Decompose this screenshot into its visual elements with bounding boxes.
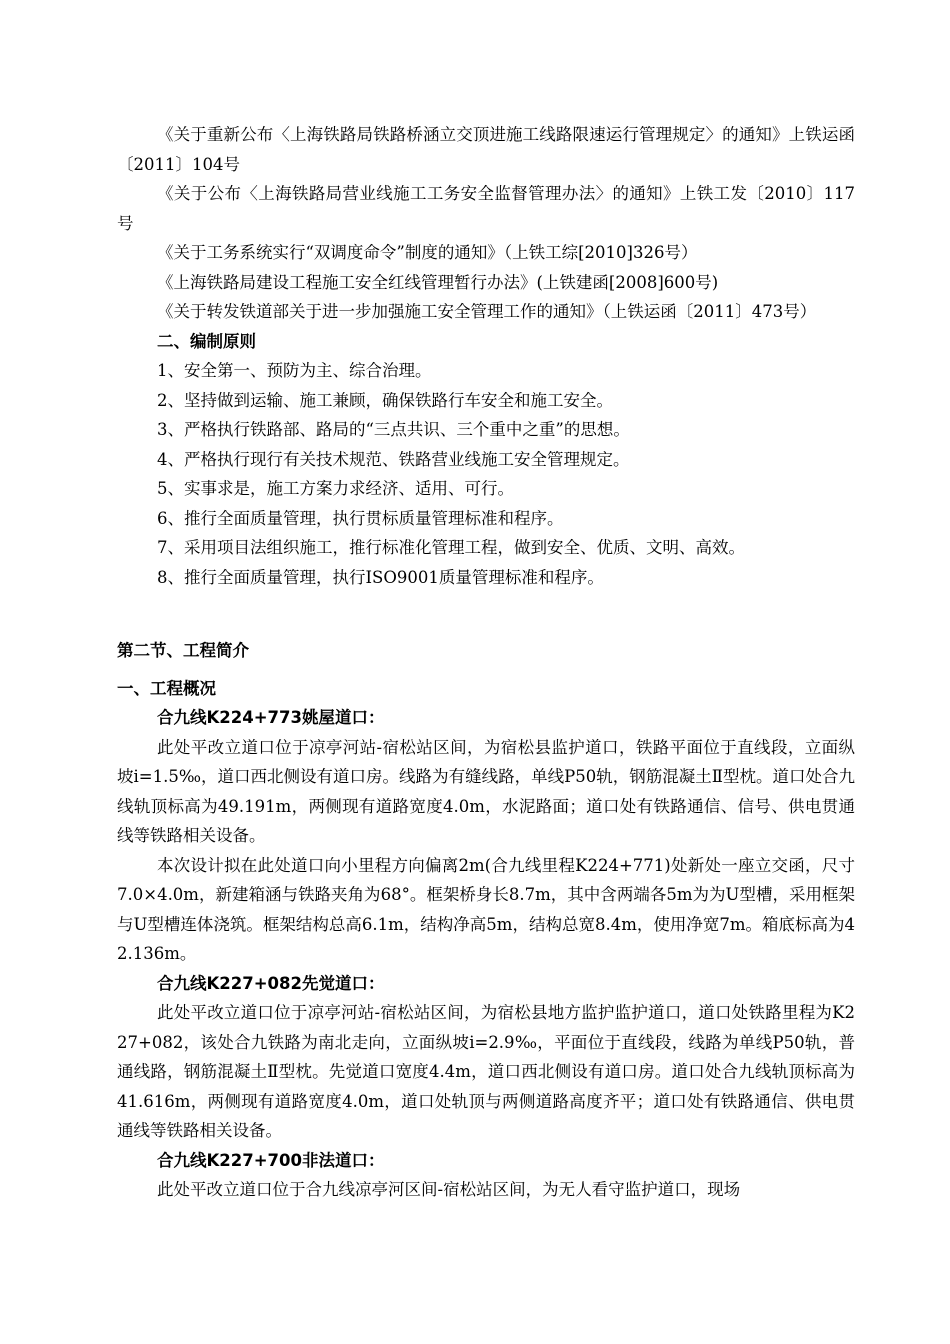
reference-item: 《关于工务系统实行“双调度命令”制度的通知》（上铁工综[2010]326号） [157, 243, 698, 262]
crossing-heading: 合九线K227+700非法道口： [157, 1150, 385, 1170]
title-spacer [117, 666, 855, 674]
principle-item: 7、采用项目法组织施工，推行标准化管理工程，做到安全、优质、文明、高效。 [157, 538, 745, 557]
section-title: 第二节、工程简介 [117, 641, 249, 660]
principle-item: 2、坚持做到运输、施工兼顾，确保铁路行车安全和施工安全。 [157, 390, 613, 410]
crossing-heading: 合九线K224+773姚屋道口： [157, 708, 385, 727]
crossing-paragraph: 此处平改立道口位于凉亭河站-宿松站区间，为宿松县监护道口，铁路平面位于直线段，立面纵坡i=1.5‰，道口西北侧设有道口房。线路为有缝线路，单线P50轨，钢筋混凝土Ⅱ型枕。道口处合九线轨顶标高为49.191m，两侧现有道路宽度4.0m，水泥路面；道口处有铁路通信、信号、供电贯通线等铁路相关设备。 [117, 737, 855, 845]
crossing-heading: 合九线K227+082先觉道口： [157, 973, 385, 993]
principle-item: 6、推行全面质量管理，执行贯标质量管理标准和程序。 [157, 508, 564, 528]
crossing-paragraph: 此处平改立道口位于合九线凉亭河区间-宿松站区间，为无人看守监护道口，现场 [157, 1180, 741, 1199]
principle-item: 1、安全第一、预防为主、综合治理。 [157, 361, 432, 380]
reference-item: 《关于公布〈上海铁路局营业线施工工务安全监督管理办法〉的通知》上铁工发〔2010〕117号 [117, 184, 855, 233]
principles-heading: 二、编制原则 [157, 331, 256, 351]
subsection-heading: 一、工程概况 [117, 678, 216, 698]
reference-item: 《关于转发铁道部关于进一步加强施工安全管理工作的通知》（上铁运函〔2011〕473号） [157, 302, 817, 321]
section-spacer [117, 592, 855, 636]
principle-item: 5、实事求是，施工方案力求经济、适用、可行。 [157, 479, 514, 498]
document-body [117, 120, 855, 1205]
reference-item: 《上海铁路局建设工程施工安全红线管理暂行办法》(上铁建函[2008]600号) [157, 272, 719, 292]
principle-item: 8、推行全面质量管理，执行ISO9001质量管理标准和程序。 [157, 567, 604, 587]
principle-item: 4、严格执行现行有关技术规范、铁路营业线施工安全管理规定。 [157, 449, 630, 469]
principle-item: 3、严格执行铁路部、路局的“三点共识、三个重中之重”的思想。 [157, 420, 630, 439]
reference-item: 《关于重新公布〈上海铁路局铁路桥涵立交顶进施工线路限速运行管理规定〉的通知》上铁运函〔2011〕104号 [117, 125, 855, 174]
crossing-paragraph: 此处平改立道口位于凉亭河站-宿松站区间，为宿松县地方监护监护道口，道口处铁路里程为K227+082，该处合九铁路为南北走向，立面纵坡i=2.9‰，平面位于直线段，线路为单线P50轨，普通线路，钢筋混凝土Ⅱ型枕。先觉道口宽度4.4m，道口西北侧设有道口房。道口处合九线轨顶标高为41.616m，两侧现有道路宽度4.0m，道口处轨顶与两侧道路高度齐平；道口处有铁路通信、供电贯通线等铁路相关设备。 [117, 1003, 855, 1140]
crossing-paragraph: 本次设计拟在此处道口向小里程方向偏离2m(合九线里程K224+771)处新处一座立交函，尺寸7.0×4.0m，新建箱涵与铁路夹角为68°。框架桥身长8.7m，其中含两端各5m为为U型槽，采用框架与U型槽连体浇筑。框架结构总高6.1m，结构净高5m，结构总宽8.4m，使用净宽7m。箱底标高为42.136m。 [117, 855, 855, 963]
